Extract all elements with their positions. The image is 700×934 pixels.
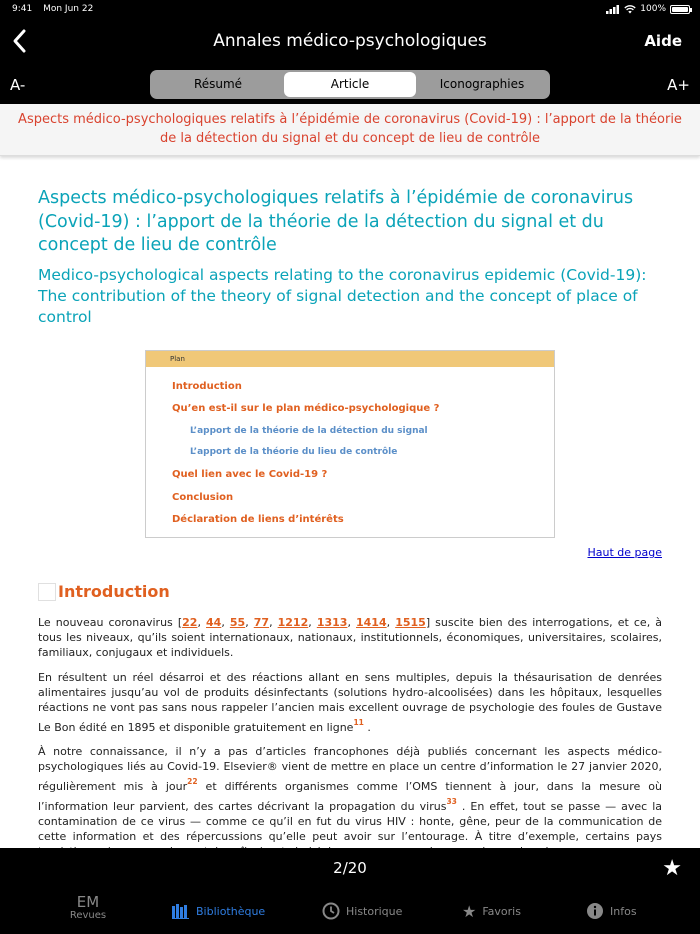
section-heading bbox=[38, 582, 170, 601]
tab-bibliotheque[interactable] bbox=[172, 888, 265, 934]
wifi-icon bbox=[624, 5, 636, 14]
navigation-bar bbox=[0, 18, 700, 66]
tab-article[interactable]: Article bbox=[284, 72, 416, 97]
status-date: Mon Jun 22 bbox=[43, 4, 94, 14]
tab-favoris[interactable] bbox=[462, 888, 521, 934]
tab-label: Favoris bbox=[482, 904, 521, 918]
increase-font-button[interactable]: A+ bbox=[667, 76, 690, 94]
signal-icon bbox=[606, 5, 620, 14]
tab-infos[interactable] bbox=[586, 888, 637, 934]
top-of-page-link[interactable]: Haut de page bbox=[587, 546, 662, 559]
library-icon bbox=[172, 903, 190, 919]
paragraph-text: . bbox=[363, 721, 371, 734]
reference-link[interactable]: 1212 bbox=[277, 616, 309, 629]
tab-iconographies[interactable]: Iconographies bbox=[439, 77, 525, 91]
plan-subitem-signal-detection[interactable]: L’apport de la théorie de la détection du signal bbox=[190, 426, 428, 436]
clock-icon bbox=[322, 902, 340, 920]
reference-link[interactable]: 1414 bbox=[356, 616, 387, 629]
em-revues-label: Revues bbox=[69, 910, 107, 921]
reference-link[interactable]: 55 bbox=[229, 616, 246, 629]
status-time: 9:41 bbox=[12, 4, 33, 14]
plan-item-conflicts[interactable]: Déclaration de liens d’intérêts bbox=[172, 514, 344, 525]
page-number: 2/20 bbox=[333, 859, 367, 877]
decrease-font-button[interactable]: A- bbox=[10, 76, 26, 94]
article-banner-title: Aspects médico-psychologiques relatifs à l’épidémie de coronavirus (Covid-19) : l’apport de la théorie de la détection du signal et du concept de lieu de contrôle bbox=[0, 104, 700, 156]
paragraph-2 bbox=[38, 670, 662, 735]
plan-item-medico-psychological[interactable]: Qu’en est-il sur le plan médico-psychologique ? bbox=[172, 403, 440, 414]
plan-item-conclusion[interactable]: Conclusion bbox=[172, 492, 234, 503]
journal-title: Annales médico-psychologiques bbox=[213, 31, 487, 51]
article-title-fr: Aspects médico-psychologiques relatifs à l’épidémie de coronavirus (Covid-19) : l’apport de la théorie de la détection du signal et du concept de lieu de contrôle bbox=[38, 188, 634, 255]
tab-resume[interactable]: Résumé bbox=[193, 77, 243, 91]
info-icon bbox=[586, 902, 604, 920]
table-of-contents bbox=[145, 350, 555, 538]
segment-bar bbox=[0, 66, 700, 104]
tab-label: Infos bbox=[610, 904, 637, 918]
tab-label: Historique bbox=[346, 904, 403, 918]
paragraph-text: En résultent un réel désarroi et des réactions allant en sens multiples, depuis la thésaurisation de denrées alimentaires jusqu’au vol de produits désinfectants (solutions hydro-alcoolisées) dans les hôpitaux, lesquelles réactions ne vont pas sans nous rappeler l’ancien mais excellent ouvrage de psychologie des foules de Gustave Le Bon édité en 1895 et disponible gratuitement en ligne bbox=[38, 671, 662, 734]
article-title-en: Medico-psychological aspects relating to the coronavirus epidemic (Covid-19): The contribution of the theory of signal detection and the concept of place of control bbox=[38, 266, 647, 326]
plan-item-introduction[interactable]: Introduction bbox=[172, 381, 242, 392]
tab-label: Bibliothèque bbox=[196, 904, 266, 918]
paragraph-text: et différents organismes comme l’OMS tiennent à jour, dans la mesure où l’information leur parvient, des cartes décrivant la propagation du virus bbox=[38, 780, 662, 813]
reference-superscript[interactable]: 33 bbox=[446, 797, 457, 806]
help-button[interactable]: Aide bbox=[644, 32, 682, 50]
battery-percent: 100% bbox=[640, 4, 666, 14]
view-segmented-control bbox=[150, 70, 550, 99]
section-checkbox[interactable] bbox=[38, 583, 56, 601]
em-logo-text: EM bbox=[76, 893, 100, 911]
reference-link[interactable]: 1313 bbox=[316, 616, 348, 629]
reference-link[interactable]: 44 bbox=[206, 616, 222, 629]
section-title: Introduction bbox=[58, 582, 170, 601]
tab-em-revues[interactable] bbox=[68, 894, 108, 922]
reference-link[interactable]: 77 bbox=[253, 616, 270, 629]
paragraph-1: Le nouveau coronavirus [22, 44, 55, 77, 1212, 1313, 1414, 1515] suscite bien des interrogations, et ce, à tous les niveaux, qu’ils soient internationaux, nationaux, institutionnels, économiques, universitaires, scolaires, familiaux, conjugaux et individuels. bbox=[38, 616, 662, 659]
battery-icon bbox=[670, 5, 690, 14]
plan-header: Plan bbox=[146, 351, 554, 367]
paragraph-text: À notre connaissance, il n’y a pas d’articles francophones déjà publiés concernant les aspects médico-psychologiques liés au Covid-19. Elsevier® vient de mettre en place un centre d’information le 27 janvier 2020, régulièrement mis à jour bbox=[38, 745, 662, 793]
paragraph-3 bbox=[38, 744, 662, 859]
article-content[interactable] bbox=[0, 158, 700, 848]
reference-link[interactable]: 1515 bbox=[395, 616, 426, 629]
paragraph-text: . En effet, tout se passe — avec la contamination de ce virus — comme ce qu’il en fut du virus HIV : honte, gêne, peur de la communication de cette information et des répercussions qu’elle peut avoir sur l’entourage. À titre d’exemple, certains pays bbox=[38, 800, 662, 843]
tab-historique[interactable] bbox=[322, 888, 402, 934]
plan-item-covid-link[interactable]: Quel lien avec le Covid-19 ? bbox=[172, 469, 328, 480]
reference-superscript[interactable]: 22 bbox=[187, 777, 198, 786]
reference-link[interactable]: 22 bbox=[182, 616, 198, 629]
reference-superscript[interactable]: 11 bbox=[353, 718, 364, 727]
star-icon: ★ bbox=[462, 901, 477, 921]
paragraph-text: Le nouveau coronavirus [ bbox=[38, 616, 183, 629]
plan-subitem-locus-of-control[interactable]: L’apport de la théorie du lieu de contrôle bbox=[190, 447, 398, 457]
status-bar bbox=[0, 0, 700, 18]
paragraph-text: ] suscite bien des interrogations, et ce, à tous les niveaux, qu’ils soient internationaux, nationaux, institutionnels, économiques, universitaires, scolaires, familiaux, conjugaux et individuels. bbox=[38, 616, 662, 659]
bottom-tab-bar bbox=[0, 888, 700, 934]
favorite-star-icon[interactable]: ★ bbox=[662, 856, 682, 881]
page-indicator-bar bbox=[0, 848, 700, 888]
